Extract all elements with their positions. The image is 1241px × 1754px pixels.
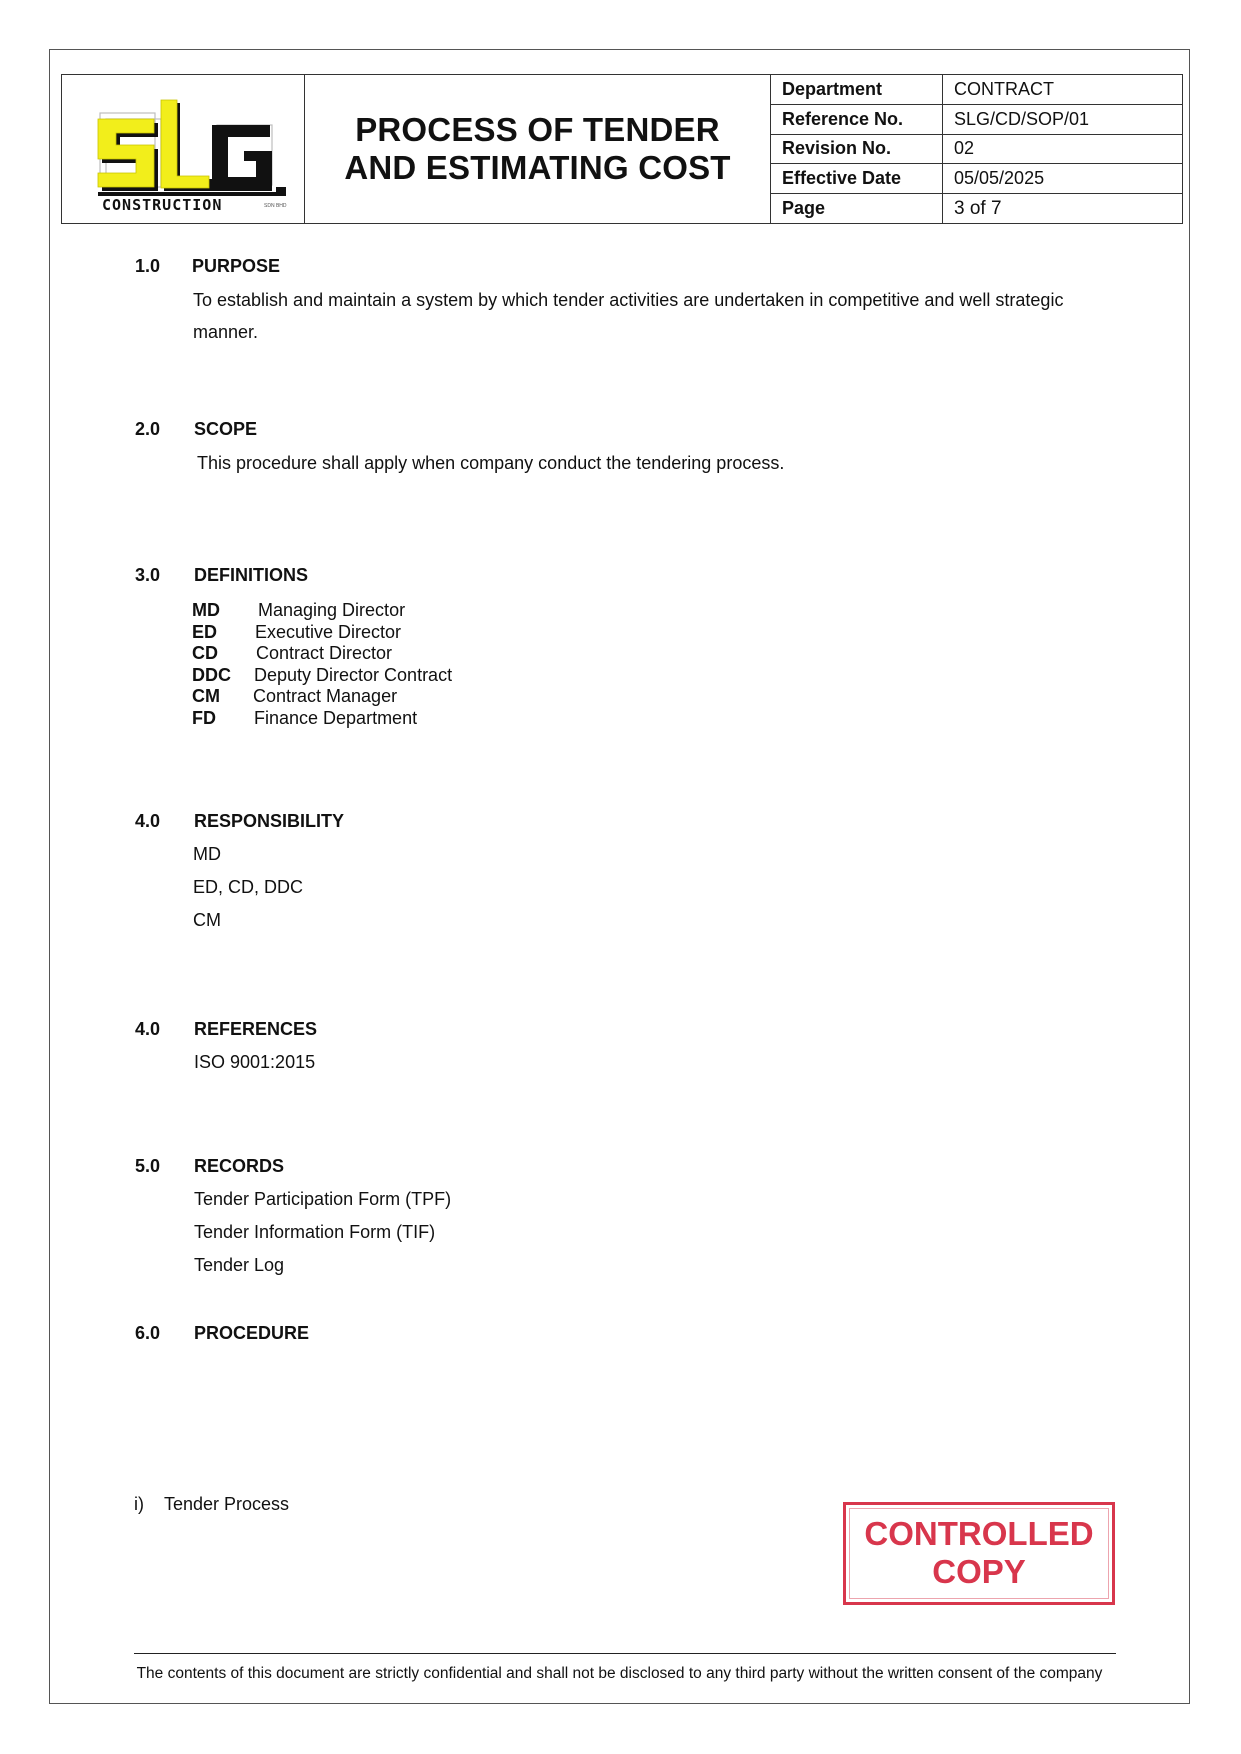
definition-text: Contract Director (256, 643, 393, 664)
logo-tiny-text: SDN BHD (264, 203, 287, 209)
section-heading-scope: SCOPE (194, 419, 258, 439)
list-item: CM (193, 910, 221, 930)
meta-value-department: CONTRACT (943, 75, 1183, 105)
footer-confidentiality-note: The contents of this document are strictly confidential and shall not be disclosed to any third party without the written consent of the company (136, 1665, 1103, 1682)
procedure-sub-number: i) (134, 1494, 144, 1514)
list-item: Tender Log (194, 1255, 285, 1275)
section-number-records: 5.0 (135, 1156, 161, 1176)
definition-text: Executive Director (255, 621, 402, 642)
section-number-definitions: 3.0 (135, 565, 161, 585)
section-heading-purpose: PURPOSE (192, 256, 281, 276)
section-number-procedure: 6.0 (135, 1323, 161, 1343)
list-item: Tender Information Form (TIF) (194, 1222, 436, 1242)
definition-text: Deputy Director Contract (254, 664, 453, 685)
definition-abbr: CD (192, 643, 218, 664)
procedure-sub-title: Tender Process (164, 1494, 290, 1514)
definition-abbr: CM (192, 686, 220, 707)
section-heading-responsibility: RESPONSIBILITY (194, 811, 345, 831)
meta-label-revision: Revision No. (771, 134, 943, 164)
section-heading-records: RECORDS (194, 1156, 285, 1176)
section-heading-procedure: PROCEDURE (194, 1323, 310, 1343)
controlled-copy-stamp (843, 1502, 1115, 1605)
meta-label-reference: Reference No. (771, 104, 943, 134)
definition-text: Contract Manager (253, 686, 398, 707)
section-number-references: 4.0 (135, 1019, 161, 1039)
records-list (194, 1183, 451, 1282)
company-logo (62, 75, 304, 223)
logo-cell (62, 75, 305, 224)
meta-value-effective-date: 05/05/2025 (943, 164, 1183, 194)
list-item: ISO 9001:2015 (194, 1052, 316, 1072)
definition-abbr: MD (192, 600, 220, 620)
meta-label-effective-date: Effective Date (771, 164, 943, 194)
list-item: ED, CD, DDC (193, 877, 304, 897)
references-list (194, 1046, 315, 1079)
list-item: MD (193, 844, 221, 864)
purpose-text-line-2: manner. (193, 322, 259, 342)
document-title-line-1: PROCESS OF TENDER (355, 111, 720, 148)
purpose-text-line-1: To establish and maintain a system by which tender activities are undertaken in competitive and well strategic (193, 290, 1064, 310)
responsibility-list (193, 838, 303, 937)
section-number-purpose: 1.0 (135, 256, 161, 276)
meta-value-page: 3 of 7 (943, 194, 1183, 224)
stamp-line-1: CONTROLLED (864, 1515, 1094, 1552)
section-number-responsibility: 4.0 (135, 811, 161, 831)
meta-label-page: Page (771, 194, 943, 224)
meta-label-department: Department (771, 75, 943, 105)
list-item: Tender Participation Form (TPF) (194, 1189, 452, 1209)
section-heading-references: REFERENCES (194, 1019, 318, 1039)
definition-abbr: DDC (192, 664, 231, 685)
definition-abbr: ED (192, 621, 218, 642)
section-number-scope: 2.0 (135, 419, 161, 439)
stamp-line-2: COPY (932, 1553, 1026, 1590)
document-title-line-2: AND ESTIMATING COST (344, 149, 731, 186)
document-header (61, 74, 1183, 224)
logo-subtext: CONSTRUCTION (102, 196, 223, 214)
meta-value-reference: SLG/CD/SOP/01 (943, 104, 1183, 134)
footer-divider (134, 1653, 1116, 1654)
scope-text: This procedure shall apply when company conduct the tendering process. (197, 453, 785, 473)
definition-abbr: FD (192, 707, 216, 728)
meta-value-revision: 02 (943, 134, 1183, 164)
definition-text: Finance Department (254, 707, 418, 728)
title-cell (305, 75, 771, 224)
definition-text: Managing Director (258, 600, 406, 620)
section-heading-definitions: DEFINITIONS (194, 565, 309, 585)
